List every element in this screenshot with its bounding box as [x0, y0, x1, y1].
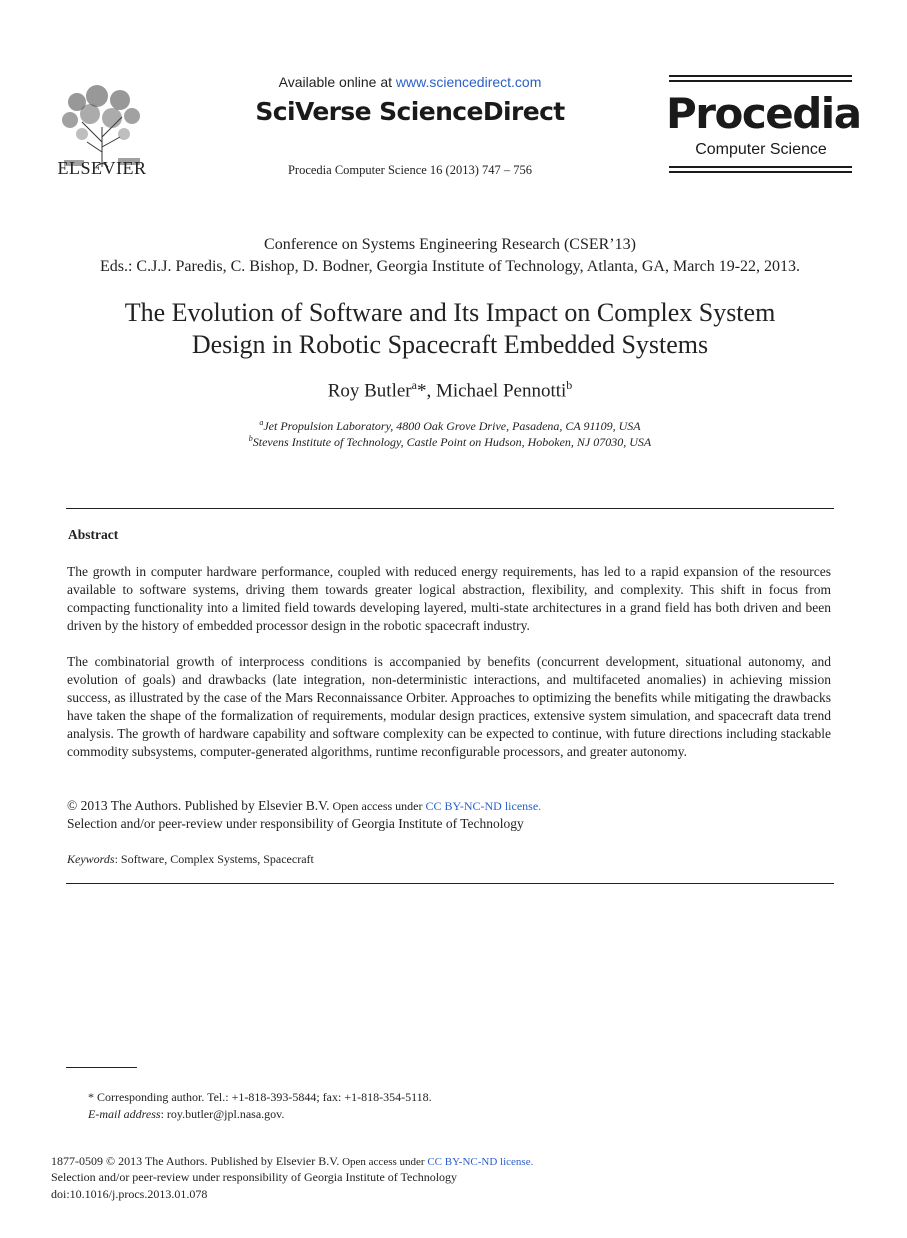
- doi-line[interactable]: doi:10.1016/j.procs.2013.01.078: [51, 1187, 208, 1201]
- corresponding-mark: *,: [416, 380, 436, 402]
- issn-line: [51, 1154, 533, 1169]
- procedia-subtitle: Computer Science: [695, 141, 827, 158]
- author-list: [0, 378, 900, 402]
- affiliation-b-mark: b: [248, 434, 253, 443]
- abstract-bottom-rule: [66, 883, 834, 884]
- procedia-bottom-rule-1: [669, 166, 852, 168]
- author-2-affil-mark: b: [566, 378, 573, 392]
- abstract-paragraph-1: The growth in computer hardware performance, coupled with reduced energy requirements, has led to a rapid expansion of the resources available to software systems, driving them towards greater logical abstraction, flexibility, and complexity. This shift in focus from compacting functionality into a limited field towards developing layered, multi-state architectures in a grand field has both driven and been driven by the history of embedded processor design in the robotic spacecraft industry.: [67, 564, 831, 633]
- procedia-top-rule-1: [669, 75, 852, 77]
- affiliation-a: [0, 418, 900, 434]
- corresponding-author-note: * Corresponding author. Tel.: +1-818-393-5844; fax: +1-818-354-5118.: [88, 1090, 432, 1104]
- procedia-bottom-rule-2: [669, 171, 852, 173]
- procedia-top-rule-2: [669, 80, 852, 82]
- affiliation-b: [0, 434, 900, 450]
- sciverse-sciencedirect-logo: SciVerse ScienceDirect: [255, 97, 565, 126]
- abstract-top-rule: [66, 508, 834, 509]
- email-address: : roy.butler@jpl.nasa.gov.: [160, 1107, 285, 1121]
- paper-title-line-2: Design in Robotic Spacecraft Embedded Systems: [191, 330, 709, 359]
- bottom-open-access-text: Open access under: [339, 1156, 428, 1168]
- affiliation-a-text: Jet Propulsion Laboratory, 4800 Oak Grove Drive, Pasadena, CA 91109, USA: [263, 419, 641, 433]
- copyright-line: © 2013 The Authors. Published by Elsevier B.V.: [67, 798, 330, 813]
- copyright-block: [67, 797, 831, 833]
- paper-title-line-1: The Evolution of Software and Its Impact on Complex System: [124, 298, 776, 327]
- bottom-peer-review-line: Selection and/or peer-review under responsibility of Georgia Institute of Technology: [51, 1170, 458, 1184]
- open-access-text: Open access under: [329, 799, 426, 813]
- affiliation-b-text: Stevens Institute of Technology, Castle Point on Hudson, Hoboken, NJ 07030, USA: [252, 435, 652, 449]
- license-link[interactable]: CC BY-NC-ND license.: [425, 799, 542, 813]
- procedia-logo: Procedia: [666, 89, 861, 138]
- keywords-line: [67, 852, 314, 867]
- email-note: [88, 1107, 284, 1122]
- bottom-license-link[interactable]: CC BY-NC-ND license.: [427, 1156, 534, 1168]
- affiliation-a-mark: a: [259, 418, 264, 427]
- peer-review-line: Selection and/or peer-review under responsibility of Georgia Institute of Technology: [67, 816, 524, 831]
- email-label: E-mail address: [88, 1107, 161, 1121]
- conference-line: Conference on Systems Engineering Research (CSER’13): [264, 236, 636, 253]
- abstract-paragraph-2: The combinatorial growth of interprocess conditions is accompanied by benefits (concurrent development, situational autonomy, and evolution of goals) and drawbacks (late integration, non-deterministic interactions, and multifaceted anomalies) in achieving mission success, as illustrated by the case of the Mars Reconnaissance Orbiter. Approaches to optimizing the benefits while mitigating the drawbacks have taken the shape of the formalization of requirements, modular design practices, extensive system simulation, and spacecraft data trend analysis. The growth of hardware capability and software complexity can be expected to continue, with future directions including stackable commodity subsystems, computer-generated algorithms, runtime reconfigurable processors, and greater autonomy.: [67, 654, 831, 759]
- keywords-text: : Software, Complex Systems, Spacecraft: [114, 852, 314, 866]
- author-2: Michael Pennotti: [435, 380, 567, 402]
- available-online-text: Available online at: [278, 74, 396, 90]
- issn-text: 1877-0509 © 2013 The Authors. Published by Elsevier B.V.: [51, 1154, 340, 1168]
- author-1-affil-mark: a: [411, 378, 417, 392]
- keywords-label: Keywords: [67, 852, 115, 866]
- sciencedirect-link[interactable]: www.sciencedirect.com: [395, 74, 542, 90]
- elsevier-wordmark: ELSEVIER: [57, 158, 147, 178]
- footnote-rule: [66, 1067, 137, 1068]
- paper-title: [60, 297, 840, 361]
- journal-citation: Procedia Computer Science 16 (2013) 747 – 756: [287, 163, 533, 177]
- author-1: Roy Butler: [327, 380, 412, 402]
- abstract-heading: Abstract: [68, 527, 119, 542]
- available-online-line: [230, 74, 590, 90]
- editors-line: Eds.: C.J.J. Paredis, C. Bishop, D. Bodner, Georgia Institute of Technology, Atlanta, GA, March 19-22, 2013.: [99, 258, 801, 275]
